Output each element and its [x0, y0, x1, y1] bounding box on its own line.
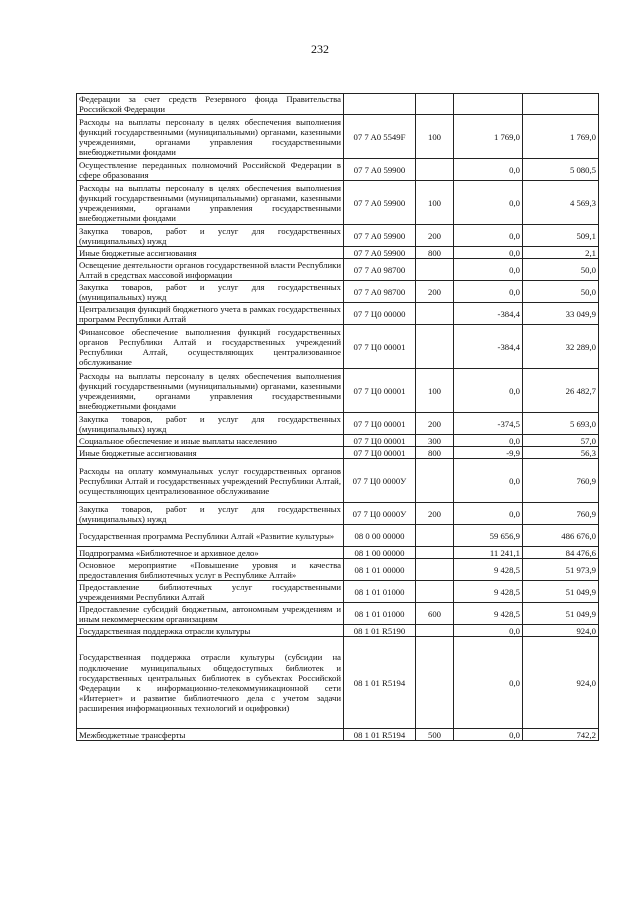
table-row: [77, 503, 599, 525]
table-row: [77, 459, 599, 503]
row-change: 0,0: [454, 281, 523, 303]
row-name: Межбюджетные трансферты: [77, 729, 344, 741]
row-code: 07 7 A0 98700: [344, 281, 416, 303]
row-total: 26 482,7: [523, 369, 599, 413]
row-code: 08 1 01 01000: [344, 603, 416, 625]
row-total: 51 049,9: [523, 581, 599, 603]
row-change: 9 428,5: [454, 603, 523, 625]
table-row: [77, 435, 599, 447]
row-total: 486 676,0: [523, 525, 599, 547]
row-expense-type: [416, 581, 454, 603]
row-name: Федерации за счет средств Резервного фонда Правительства Российской Федерации: [77, 94, 344, 115]
row-change: 0,0: [454, 625, 523, 637]
table-row: [77, 115, 599, 159]
row-code: 07 7 A0 98700: [344, 259, 416, 281]
row-expense-type: 100: [416, 369, 454, 413]
row-total: 4 569,3: [523, 181, 599, 225]
row-total: 1 769,0: [523, 115, 599, 159]
row-code: 07 7 A0 59900: [344, 159, 416, 181]
row-code: 07 7 A0 59900: [344, 247, 416, 259]
table-row: [77, 247, 599, 259]
row-name: Осуществление переданных полномочий Российской Федерации в сфере образования: [77, 159, 344, 181]
row-change: 0,0: [454, 259, 523, 281]
row-expense-type: [416, 159, 454, 181]
row-change: 0,0: [454, 247, 523, 259]
row-change: -374,5: [454, 413, 523, 435]
row-name: Закупка товаров, работ и услуг для государственных (муниципальных) нужд: [77, 225, 344, 247]
table-row: [77, 181, 599, 225]
row-code: 08 1 01 R5194: [344, 729, 416, 741]
row-name: Закупка товаров, работ и услуг для государственных (муниципальных) нужд: [77, 281, 344, 303]
row-expense-type: 800: [416, 247, 454, 259]
row-expense-type: [416, 547, 454, 559]
table-row: [77, 637, 599, 729]
row-change: 1 769,0: [454, 115, 523, 159]
row-name: Иные бюджетные ассигнования: [77, 447, 344, 459]
row-name: Закупка товаров, работ и услуг для государственных (муниципальных) нужд: [77, 503, 344, 525]
row-code: 08 1 01 00000: [344, 559, 416, 581]
row-total: 760,9: [523, 459, 599, 503]
row-code: 07 7 Ц0 00001: [344, 435, 416, 447]
row-name: Государственная поддержка отрасли культуры: [77, 625, 344, 637]
table-row: [77, 581, 599, 603]
row-total: 924,0: [523, 625, 599, 637]
row-name: Расходы на оплату коммунальных услуг государственных органов Республики Алтай и государственных учреждений Республики Алтай, осуществляющих централизованное обслуживание: [77, 459, 344, 503]
row-code: [344, 94, 416, 115]
row-code: 08 1 01 01000: [344, 581, 416, 603]
row-expense-type: [416, 259, 454, 281]
row-expense-type: 200: [416, 225, 454, 247]
row-change: 0,0: [454, 503, 523, 525]
row-change: 0,0: [454, 159, 523, 181]
row-total: 2,1: [523, 247, 599, 259]
row-total: 51 049,9: [523, 603, 599, 625]
row-total: 509,1: [523, 225, 599, 247]
row-name: Предоставление субсидий бюджетным, автономным учреждениям и иным некоммерческим организациям: [77, 603, 344, 625]
row-code: 07 7 Ц0 0000У: [344, 503, 416, 525]
table-row: [77, 559, 599, 581]
row-name: Финансовое обеспечение выполнения функций государственных органов Республики Алтай и государственных учреждений Республики Алтай, осуществляющих централизованное обслуживание: [77, 325, 344, 369]
row-change: 9 428,5: [454, 559, 523, 581]
row-name: Основное мероприятие «Повышение уровня и качества предоставления библиотечных услуг в Республике Алтай»: [77, 559, 344, 581]
row-code: 07 7 Ц0 00001: [344, 369, 416, 413]
row-expense-type: [416, 559, 454, 581]
row-code: 07 7 Ц0 00001: [344, 325, 416, 369]
table-row: [77, 259, 599, 281]
row-change: 59 656,9: [454, 525, 523, 547]
row-expense-type: [416, 94, 454, 115]
row-change: 0,0: [454, 435, 523, 447]
row-expense-type: 800: [416, 447, 454, 459]
row-total: 32 289,0: [523, 325, 599, 369]
row-total: 924,0: [523, 637, 599, 729]
row-name: Расходы на выплаты персоналу в целях обеспечения выполнения функций государственными (муниципальными) органами, казенными учреждениями, органами управления государственными внебюджетными фондами: [77, 369, 344, 413]
row-change: 0,0: [454, 369, 523, 413]
row-total: [523, 94, 599, 115]
row-total: 742,2: [523, 729, 599, 741]
row-expense-type: [416, 637, 454, 729]
budget-table: [76, 93, 599, 741]
row-change: [454, 94, 523, 115]
table-row: [77, 94, 599, 115]
row-name: Социальное обеспечение и иные выплаты населению: [77, 435, 344, 447]
row-total: 50,0: [523, 259, 599, 281]
table-row: [77, 547, 599, 559]
table-row: [77, 603, 599, 625]
row-change: 0,0: [454, 181, 523, 225]
row-name: Подпрограмма «Библиотечное и архивное дело»: [77, 547, 344, 559]
row-expense-type: 200: [416, 503, 454, 525]
row-change: 11 241,1: [454, 547, 523, 559]
row-name: Иные бюджетные ассигнования: [77, 247, 344, 259]
row-name: Предоставление библиотечных услуг государственными учреждениями Республики Алтай: [77, 581, 344, 603]
row-change: 0,0: [454, 459, 523, 503]
table-row: [77, 369, 599, 413]
row-expense-type: 600: [416, 603, 454, 625]
table-row: [77, 281, 599, 303]
row-expense-type: [416, 525, 454, 547]
row-name: Освещение деятельности органов государственной власти Республики Алтай в средствах массовой информации: [77, 259, 344, 281]
row-expense-type: 200: [416, 281, 454, 303]
row-expense-type: [416, 625, 454, 637]
page-number: 232: [311, 42, 329, 56]
row-code: 07 7 Ц0 00000: [344, 303, 416, 325]
row-name: Закупка товаров, работ и услуг для государственных (муниципальных) нужд: [77, 413, 344, 435]
row-change: 0,0: [454, 637, 523, 729]
row-change: 9 428,5: [454, 581, 523, 603]
row-code: 08 0 00 00000: [344, 525, 416, 547]
row-expense-type: 100: [416, 181, 454, 225]
table-row: [77, 303, 599, 325]
row-change: -384,4: [454, 325, 523, 369]
row-name: Централизация функций бюджетного учета в рамках государственных программ Республики Алтай: [77, 303, 344, 325]
row-expense-type: 500: [416, 729, 454, 741]
table-row: [77, 325, 599, 369]
row-code: 07 7 A0 59900: [344, 181, 416, 225]
row-code: 07 7 Ц0 00001: [344, 447, 416, 459]
row-change: -384,4: [454, 303, 523, 325]
row-change: 0,0: [454, 729, 523, 741]
row-total: 51 973,9: [523, 559, 599, 581]
row-name: Расходы на выплаты персоналу в целях обеспечения выполнения функций государственными (муниципальными) органами, казенными учреждениями, органами управления государственными внебюджетными фондами: [77, 181, 344, 225]
row-total: 84 476,6: [523, 547, 599, 559]
table-row: [77, 625, 599, 637]
row-name: Государственная программа Республики Алтай «Развитие культуры»: [77, 525, 344, 547]
table-row: [77, 729, 599, 741]
row-expense-type: [416, 303, 454, 325]
row-name: Расходы на выплаты персоналу в целях обеспечения выполнения функций государственными (муниципальными) органами, казенными учреждениями, органами управления государственными внебюджетными фондами: [77, 115, 344, 159]
row-code: 08 1 01 R5194: [344, 637, 416, 729]
table-row: [77, 159, 599, 181]
row-total: 33 049,9: [523, 303, 599, 325]
row-code: 08 1 01 R5190: [344, 625, 416, 637]
row-total: 5 080,5: [523, 159, 599, 181]
row-expense-type: 300: [416, 435, 454, 447]
row-code: 07 7 Ц0 0000У: [344, 459, 416, 503]
row-code: 07 7 A0 59900: [344, 225, 416, 247]
row-expense-type: [416, 459, 454, 503]
row-expense-type: [416, 325, 454, 369]
row-expense-type: 200: [416, 413, 454, 435]
row-total: 50,0: [523, 281, 599, 303]
row-name: Государственная поддержка отрасли культуры (субсидии на подключение муниципальных общедоступных библиотек и государственных центральных библиотек в субъектах Российской Федерации к информационно-телекоммуникационной сети «Интернет» и развитие библиотечного дела с учетом задачи расширения информационных технологий и оцифровки): [77, 637, 344, 729]
row-total: 57,0: [523, 435, 599, 447]
table-row: [77, 413, 599, 435]
table-row: [77, 225, 599, 247]
table-row: [77, 447, 599, 459]
row-expense-type: 100: [416, 115, 454, 159]
row-code: 08 1 00 00000: [344, 547, 416, 559]
row-total: 760,9: [523, 503, 599, 525]
row-total: 5 693,0: [523, 413, 599, 435]
row-code: 07 7 A0 5549F: [344, 115, 416, 159]
row-change: -9,9: [454, 447, 523, 459]
row-change: 0,0: [454, 225, 523, 247]
table-row: [77, 525, 599, 547]
row-code: 07 7 Ц0 00001: [344, 413, 416, 435]
row-total: 56,3: [523, 447, 599, 459]
